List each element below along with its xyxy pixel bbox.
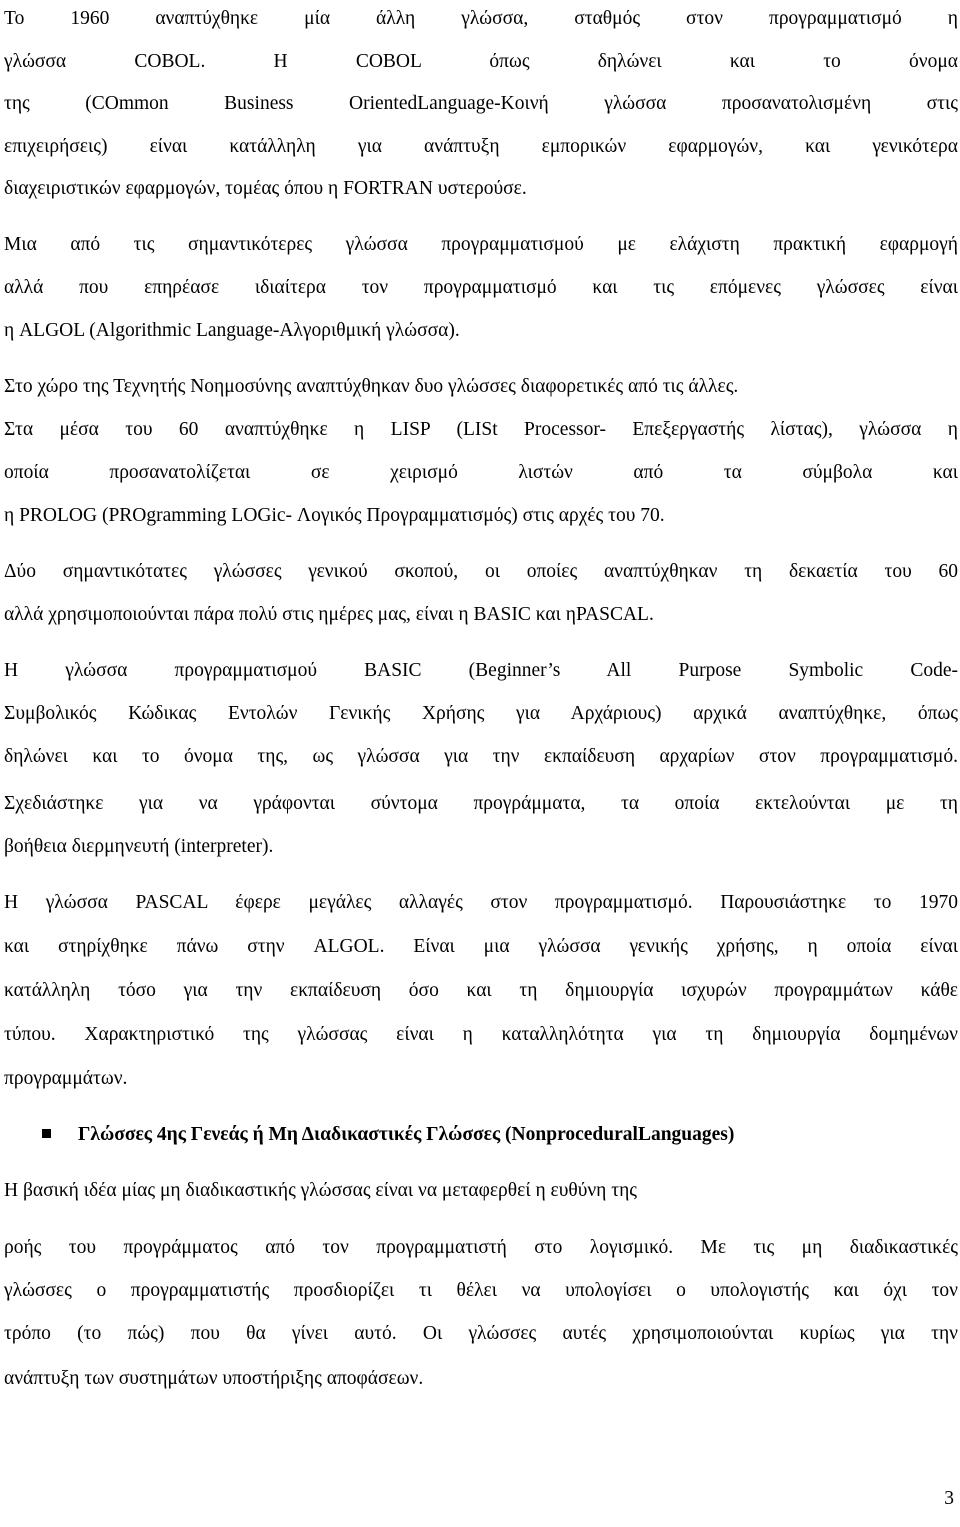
nonprocedural-line-2: ροής του προγράμματος από τον προγραμματιστή στο λογισμικό. Με τις μη διαδικαστικές: [4, 1237, 958, 1258]
cobol-line-5: διαχειριστικών εφαρμογών, τομέας όπου η FORTRAN υστερούσε.: [4, 178, 527, 199]
cobol-line-3: της (COmmon Business OrientedLanguage-Κοινή γλώσσα προσανατολισμένη στις: [4, 93, 958, 114]
ai-line-2: Στα μέσα του 60 αναπτύχθηκε η LISP (LISt Processor- Επεξεργαστής λίστας), γλώσσα η: [4, 419, 958, 440]
basic-line-1: Η γλώσσα προγραμματισμού BASIC (Beginner’s All Purpose Symbolic Code-: [4, 660, 958, 681]
nonprocedural-line-4: τρόπο (το πώς) που θα γίνει αυτό. Οι γλώσσες αυτές χρησιμοποιούνται κυρίως για την: [4, 1323, 958, 1344]
cobol-line-2: γλώσσα COBOL. Η COBOL όπως δηλώνει και το όνομα: [4, 51, 958, 72]
basic-line-5: βοήθεια διερμηνευτή (interpreter).: [4, 836, 274, 857]
algol-line-1: Μια από τις σημαντικότερες γλώσσα προγραμματισμού με ελάχιστη πρακτική εφαρμογή: [4, 234, 958, 255]
ai-line-1: Στο χώρο της Τεχνητής Νοημοσύνης αναπτύχθηκαν δυο γλώσσες διαφορετικές από τις άλλες.: [4, 376, 739, 397]
nonprocedural-line-3: γλώσσες ο προγραμματιστής προσδιορίζει τι θέλει να υπολογίσει ο υπολογιστής και όχι τον: [4, 1280, 958, 1301]
pascal-line-1: Η γλώσσα PASCAL έφερε μεγάλες αλλαγές στον προγραμματισμό. Παρουσιάστηκε το 1970: [4, 892, 958, 913]
cobol-line-1: Το 1960 αναπτύχθηκε μία άλλη γλώσσα, σταθμός στον προγραμματισμό η: [4, 8, 958, 29]
algol-line-2: αλλά που επηρέασε ιδιαίτερα τον προγραμματισμό και τις επόμενες γλώσσες είναι: [4, 277, 958, 298]
basic-line-4: Σχεδιάστηκε για να γράφονται σύντομα προγράμματα, τα οποία εκτελούνται με τη: [4, 793, 958, 814]
pascal-line-3: κατάλληλη τόσο για την εκπαίδευση όσο και τη δημιουργία ισχυρών προγραμμάτων κάθε: [4, 980, 958, 1001]
basic-line-2: Συμβολικός Κώδικας Εντολών Γενικής Χρήσης για Αρχάριους) αρχικά αναπτύχθηκε, όπως: [4, 703, 958, 724]
ai-line-4: η PROLOG (PROgramming LOGic- Λογικός Προγραμματισμός) στις αρχές του 70.: [4, 505, 665, 526]
algol-line-3: η ALGOL (Algorithmic Language-Αλγοριθμική γλώσσα).: [4, 320, 460, 341]
cobol-line-4: επιχειρήσεις) είναι κατάλληλη για ανάπτυξη εμπορικών εφαρμογών, και γενικότερα: [4, 136, 958, 157]
section-heading: Γλώσσες 4ης Γενεάς ή Μη Διαδικαστικές Γλώσσες (NonproceduralLanguages): [78, 1124, 735, 1145]
page-number: 3: [944, 1488, 954, 1509]
nonprocedural-line-1: Η βασική ιδέα μίας μη διαδικαστικής γλώσσας είναι να μεταφερθεί η ευθύνη της: [4, 1180, 637, 1201]
pascal-line-2: και στηρίχθηκε πάνω στην ALGOL. Είναι μια γλώσσα γενικής χρήσης, η οποία είναι: [4, 936, 958, 957]
nonprocedural-line-5: ανάπτυξη των συστημάτων υποστήριξης αποφάσεων.: [4, 1368, 424, 1389]
pascal-line-4: τύπου. Χαρακτηριστικό της γλώσσας είναι η καταλληλότητα για τη δημιουργία δομημένων: [4, 1024, 958, 1045]
general-line-1: Δύο σημαντικότατες γλώσσες γενικού σκοπού, οι οποίες αναπτύχθηκαν τη δεκαετία του 60: [4, 561, 958, 582]
square-bullet-icon: [42, 1129, 51, 1138]
ai-line-3: οποία προσανατολίζεται σε χειρισμό λιστών από τα σύμβολα και: [4, 462, 958, 483]
basic-line-3: δηλώνει και το όνομα της, ως γλώσσα για την εκπαίδευση αρχαρίων στον προγραμματισμό.: [4, 746, 958, 767]
general-line-2: αλλά χρησιμοποιούνται πάρα πολύ στις ημέρες μας, είναι η BASIC και ηPASCAL.: [4, 604, 654, 625]
pascal-line-5: προγραμμάτων.: [4, 1068, 128, 1089]
